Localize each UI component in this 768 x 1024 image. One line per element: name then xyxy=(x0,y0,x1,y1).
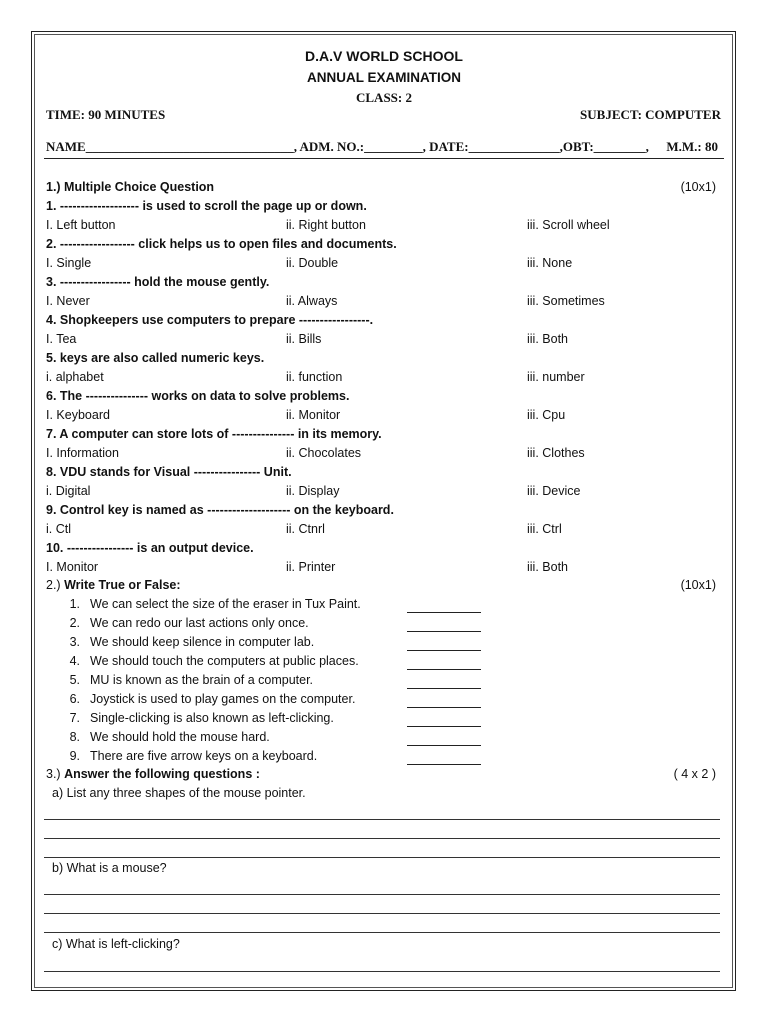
mcq-option: ii. Printer xyxy=(286,560,336,574)
answer-blank xyxy=(407,631,481,632)
mcq-option: iii. Sometimes xyxy=(527,294,605,308)
mcq-question: 10. ---------------- is an output device. xyxy=(46,541,254,555)
tf-number: 8. xyxy=(69,730,80,744)
answer-blank xyxy=(407,764,481,765)
mcq-question: 5. keys are also called numeric keys. xyxy=(46,351,265,365)
tf-number: 9. xyxy=(69,749,80,763)
section2-marks: (10x1) xyxy=(680,578,716,592)
tf-number: 4. xyxy=(69,654,80,668)
mcq-question: 9. Control key is named as -------------------- on the keyboard. xyxy=(46,503,394,517)
exam-title: ANNUAL EXAMINATION xyxy=(307,70,461,85)
student-details-row: NAME________________________________, ADM. NO.:_________, DATE:______________,OBT:________, xyxy=(46,139,649,154)
mcq-question: 6. The --------------- works on data to solve problems. xyxy=(46,389,350,403)
tf-statement: MU is known as the brain of a computer. xyxy=(90,673,314,687)
mcq-option: ii. Bills xyxy=(286,332,322,346)
mcq-option: iii. Scroll wheel xyxy=(527,218,610,232)
answer-line xyxy=(44,932,720,933)
mcq-option: ii. Double xyxy=(286,256,339,270)
section1-marks: (10x1) xyxy=(680,180,716,194)
header-rule xyxy=(44,158,724,159)
answer-line xyxy=(44,819,720,820)
school-name: D.A.V WORLD SCHOOL xyxy=(305,48,463,64)
answer-blank xyxy=(407,726,481,727)
tf-statement: We should hold the mouse hard. xyxy=(90,730,270,744)
section1-title: 1.) Multiple Choice Question xyxy=(46,180,215,194)
answer-line xyxy=(44,913,720,914)
mcq-option: iii. Both xyxy=(527,560,568,574)
mcq-question: 8. VDU stands for Visual ---------------- Unit. xyxy=(46,465,292,479)
mcq-question: 3. ----------------- hold the mouse gently. xyxy=(46,275,270,289)
mcq-option: iii. Clothes xyxy=(527,446,585,460)
tf-number: 5. xyxy=(69,673,80,687)
mcq-option: iii. None xyxy=(527,256,573,270)
tf-number: 2. xyxy=(69,616,80,630)
mcq-option: iii. Ctrl xyxy=(527,522,562,536)
tf-statement: There are five arrow keys on a keyboard. xyxy=(90,749,318,763)
mcq-option: ii. Display xyxy=(286,484,340,498)
tf-statement: We can redo our last actions only once. xyxy=(90,616,309,630)
mcq-option: i. alphabet xyxy=(46,370,104,384)
mcq-option: I. Never xyxy=(46,294,90,308)
max-marks: M.M.: 80 xyxy=(666,139,718,154)
answer-line xyxy=(44,838,720,839)
mcq-option: I. Single xyxy=(46,256,92,270)
mcq-option: I. Tea xyxy=(46,332,77,346)
mcq-option: ii. Always xyxy=(286,294,338,308)
answer-line xyxy=(44,857,720,858)
answer-line xyxy=(44,894,720,895)
section3-marks: ( 4 x 2 ) xyxy=(673,767,716,781)
tf-statement: We should touch the computers at public places. xyxy=(90,654,359,668)
mcq-option: iii. Both xyxy=(527,332,568,346)
tf-number: 7. xyxy=(69,711,80,725)
answer-blank xyxy=(407,707,481,708)
tf-statement: Joystick is used to play games on the computer. xyxy=(90,692,356,706)
mcq-option: iii. Cpu xyxy=(527,408,566,422)
question-c: c) What is left-clicking? xyxy=(52,937,180,951)
class-label: CLASS: 2 xyxy=(356,90,412,105)
answer-blank xyxy=(407,650,481,651)
mcq-question: 7. A computer can store lots of --------------- in its memory. xyxy=(46,427,382,441)
mcq-option: ii. function xyxy=(286,370,343,384)
question-a: a) List any three shapes of the mouse pointer. xyxy=(52,786,306,800)
time-label: TIME: 90 MINUTES xyxy=(46,107,166,122)
answer-blank xyxy=(407,745,481,746)
answer-line xyxy=(44,971,720,972)
mcq-option: ii. Right button xyxy=(286,218,366,232)
mcq-option: I. Keyboard xyxy=(46,408,110,422)
tf-number: 3. xyxy=(69,635,80,649)
tf-number: 6. xyxy=(69,692,80,706)
answer-blank xyxy=(407,688,481,689)
mcq-option: iii. number xyxy=(527,370,585,384)
tf-statement: We should keep silence in computer lab. xyxy=(90,635,315,649)
mcq-option: I. Monitor xyxy=(46,560,99,574)
answer-blank xyxy=(407,612,481,613)
answer-blank xyxy=(407,669,481,670)
section3-title: 3.) Answer the following questions : xyxy=(46,767,260,781)
mcq-option: ii. Chocolates xyxy=(286,446,362,460)
mcq-option: I. Left button xyxy=(46,218,116,232)
mcq-option: iii. Device xyxy=(527,484,581,498)
mcq-option: ii. Ctnrl xyxy=(286,522,325,536)
mcq-option: ii. Monitor xyxy=(286,408,341,422)
mcq-option: i. Digital xyxy=(46,484,91,498)
mcq-question: 4. Shopkeepers use computers to prepare -----------------. xyxy=(46,313,374,327)
question-b: b) What is a mouse? xyxy=(52,861,167,875)
mcq-option: i. Ctl xyxy=(46,522,71,536)
mcq-question: 2. ------------------ click helps us to open files and documents. xyxy=(46,237,397,251)
tf-statement: We can select the size of the eraser in Tux Paint. xyxy=(90,597,361,611)
tf-number: 1. xyxy=(69,597,80,611)
mcq-question: 1. ------------------- is used to scroll the page up or down. xyxy=(46,199,367,213)
tf-statement: Single-clicking is also known as left-clicking. xyxy=(90,711,334,725)
subject-label: SUBJECT: COMPUTER xyxy=(580,107,721,122)
section2-title: 2.) Write True or False: xyxy=(46,578,181,592)
mcq-option: I. Information xyxy=(46,446,119,460)
